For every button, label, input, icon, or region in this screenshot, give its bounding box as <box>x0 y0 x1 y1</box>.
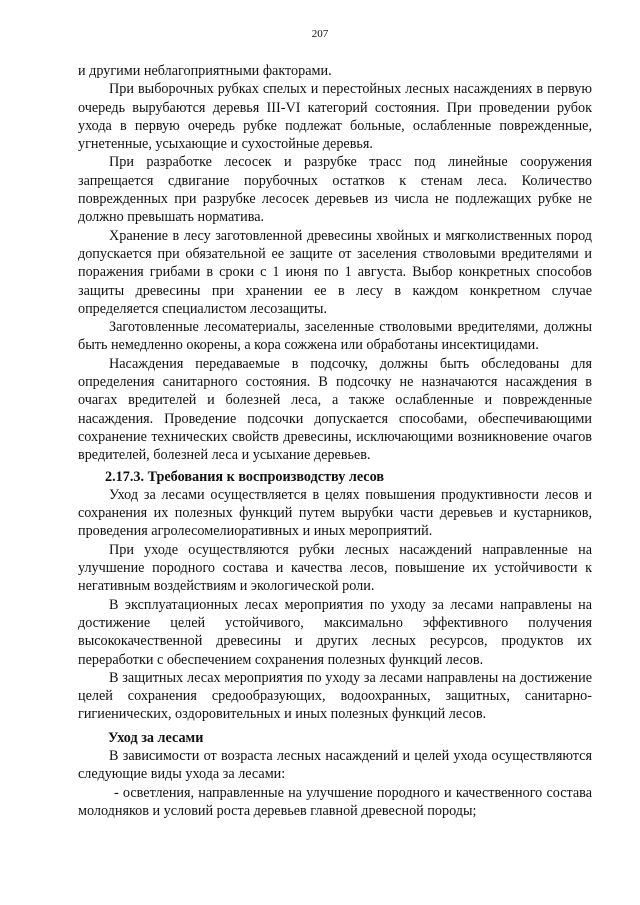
paragraph-tapping: Насаждения передаваемые в подсочку, должны быть обследованы для определения санитарного состояния. В подсочку не назначаются насаждения в очагах вредителей и болезней леса, а также ослабленные и поврежденные насаждения. Проведение подсочки допускается способами, обеспечивающими сохранение технических свойств древесины, исключающими возникновение очагов вредителей, болезней леса и усыхание деревьев. <box>78 355 592 464</box>
paragraph-timber-storage: Хранение в лесу заготовленной древесины хвойных и мягколиственных пород допускается при обязательной ее защите от заселения стволовыми вредителями и поражения грибами в сроки с 1 июня по 1 августа. Выбор конкретных способов защиты древесины при хранении ее в лесу в каждом конкретном случае определяется специалистом лесозащиты. <box>78 227 592 317</box>
document-body <box>78 62 592 820</box>
list-item: - осветления, направленные на улучшение породного и качественного состава молодняков и условий роста деревьев главной древесной породы; <box>78 784 592 819</box>
paragraph-forest-care: Уход за лесами осуществляется в целях повышения продуктивности лесов и сохранения их полезных функций путем вырубки части деревьев и кустарников, проведения агролесомелиоративных и иных мероприятий. <box>78 486 592 540</box>
paragraph-infested-timber: Заготовленные лесоматериалы, заселенные стволовыми вредителями, должны быть немедленно окорены, а кора сожжена или обработаны инсектицидами. <box>78 319 592 354</box>
page-number: 207 <box>311 28 329 40</box>
paragraph-selective-felling: При выборочных рубках спелых и перестойных лесных насаждениях в первую очередь вырубаются деревья III-VI категорий состояния. При проведении рубок ухода в первую очередь рубке подлежат больные, ослабленные поврежденные, угнетенные, усыхающие и сухостойные деревья. <box>78 81 592 153</box>
section-heading: 2.17.3. Требования к воспроизводству лесов <box>105 468 384 485</box>
paragraph-production-forests: В эксплуатационных лесах мероприятия по уходу за лесами направлены на достижение целей устойчивого, максимально эффективного получения высококачественной древесины и других лесных ресурсов, продуктов их переработки с обеспечением сохранения полезных функций лесов. <box>78 596 592 668</box>
paragraph-care-felling: При уходе осуществляются рубки лесных насаждений направленные на улучшение породного состава и качества лесов, повышение их устойчивости к негативным воздействиям и экологической роли. <box>78 541 592 595</box>
paragraph-protective-forests: В защитных лесах мероприятия по уходу за лесами направлены на достижение целей сохранения средообразующих, водоохранных, защитных, санитарно-гигиенических, оздоровительных и иных полезных функций лесов. <box>78 669 592 723</box>
subheading: Уход за лесами <box>108 729 204 746</box>
paragraph-care-types: В зависимости от возраста лесных насаждений и целей ухода осуществляются следующие виды ухода за лесами: <box>78 747 592 783</box>
paragraph-cutting-areas: При разработке лесосек и разрубке трасс под линейные сооружения запрещается сдвигание порубочных остатков к стенам леса. Количество поврежденных при разрубке лесосек деревьев из числа не подлежащих рубке не должно превышать норматива. <box>78 154 592 226</box>
paragraph-continuation: и другими неблагоприятными факторами. <box>78 63 332 79</box>
